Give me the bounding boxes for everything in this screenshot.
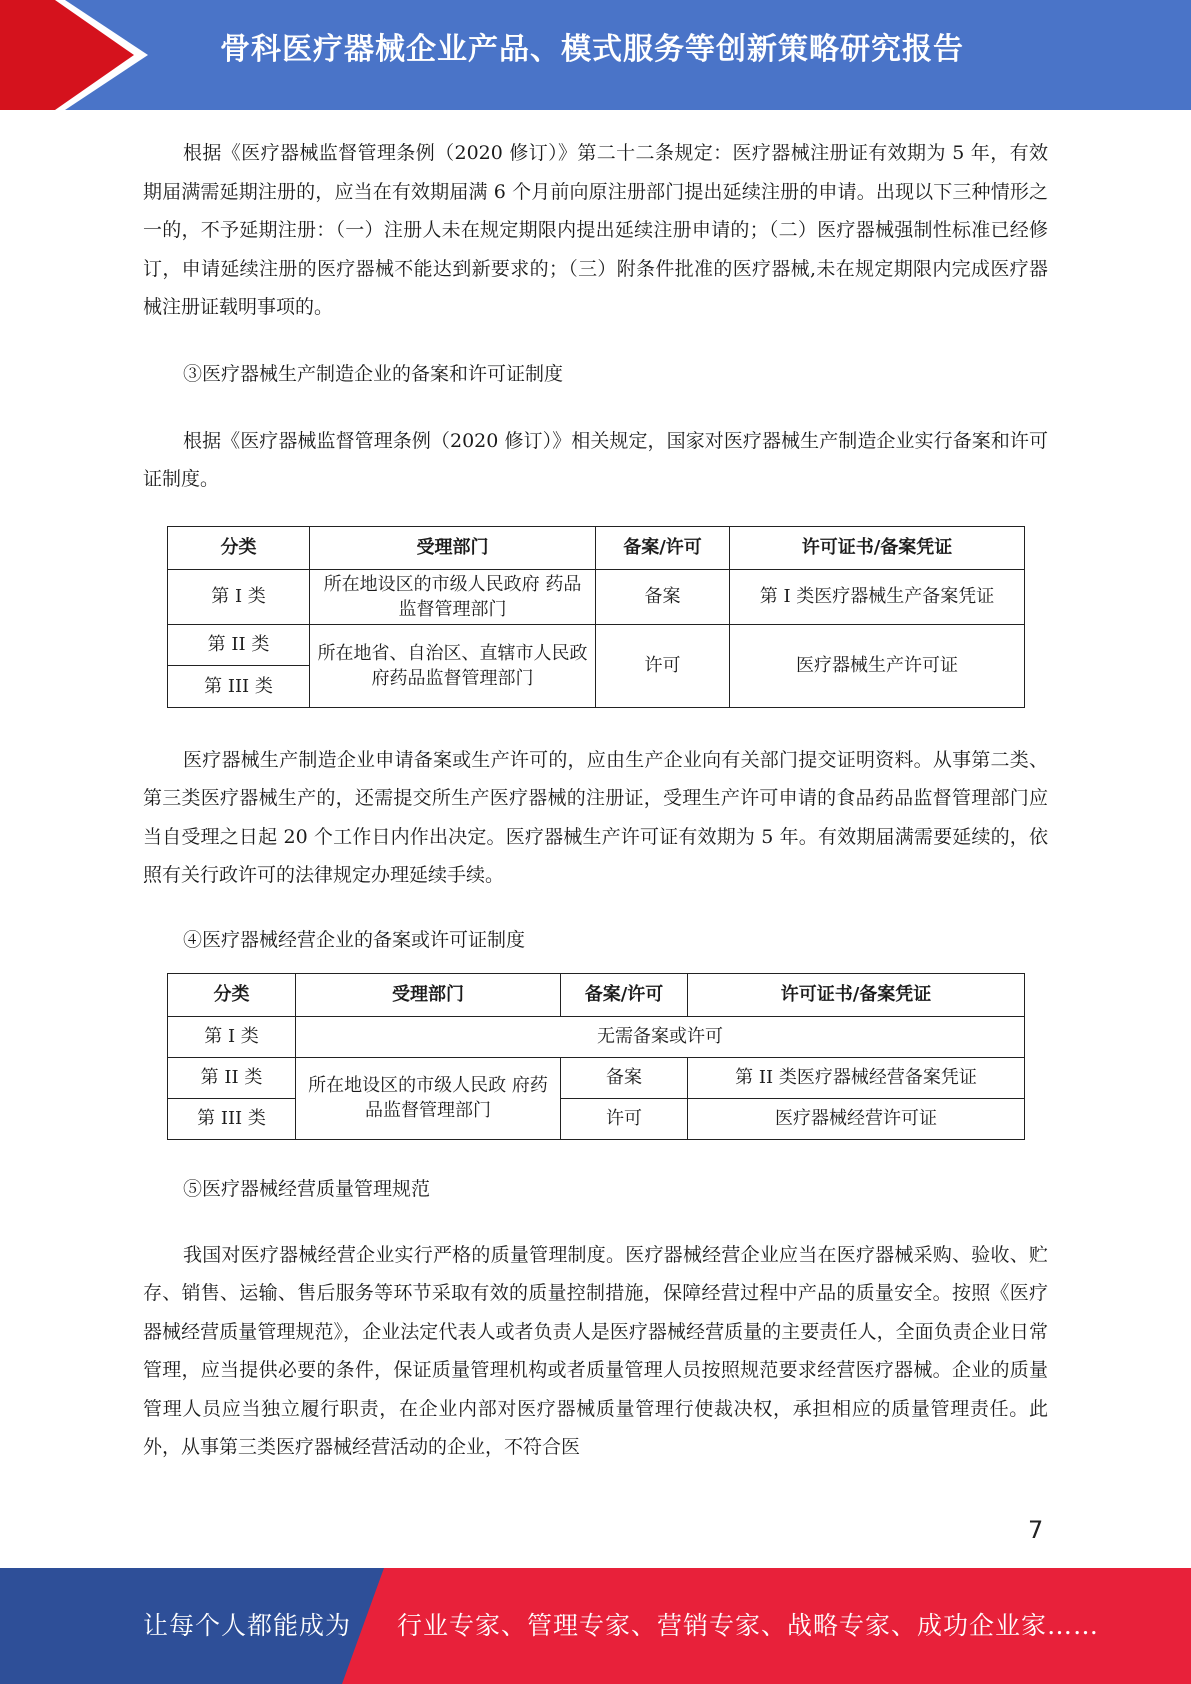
table-header-certificate: 许可证书/备案凭证 <box>730 526 1025 569</box>
table-header-category: 分类 <box>168 526 310 569</box>
footer-slogan-left: 让每个人都能成为 <box>143 1611 352 1640</box>
table-cell: 备案 <box>596 569 730 624</box>
table-cell: 第 I 类医疗器械生产备案凭证 <box>730 569 1025 624</box>
page-header <box>0 0 1191 110</box>
paragraph-production-system: 根据《医疗器械监督管理条例（2020 修订）》相关规定，国家对医疗器械生产制造企业实行备案和许可证制度。 <box>143 429 1048 490</box>
footer-slogan-right: 行业专家、管理专家、营销专家、战略专家、成功企业家…… <box>397 1611 1100 1640</box>
business-license-table <box>167 973 1025 1140</box>
table-header-category: 分类 <box>168 973 296 1016</box>
table-header-filing-license: 备案/许可 <box>561 973 688 1016</box>
table-cell: 所在地设区的市级人民政府 药品监督管理部门 <box>310 569 596 624</box>
table-cell: 第 III 类 <box>168 1098 296 1139</box>
table-header-filing-license: 备案/许可 <box>596 526 730 569</box>
section-heading-production-licensing: ③医疗器械生产制造企业的备案和许可证制度 <box>183 362 564 385</box>
table-cell: 所在地省、自治区、直辖市人民政府药品监督管理部门 <box>310 624 596 707</box>
page-content <box>143 134 1048 1467</box>
table-cell: 备案 <box>561 1057 688 1098</box>
header-arrow-decoration <box>0 0 160 110</box>
page-footer <box>0 1568 1191 1684</box>
report-title: 骨科医疗器械企业产品、模式服务等创新策略研究报告 <box>220 32 964 67</box>
production-license-table <box>167 526 1025 708</box>
table-cell: 医疗器械经营许可证 <box>688 1098 1025 1139</box>
table-cell: 第 II 类 <box>168 1057 296 1098</box>
table-cell: 第 I 类 <box>168 569 310 624</box>
table-header-certificate: 许可证书/备案凭证 <box>688 973 1025 1016</box>
table-cell: 许可 <box>596 624 730 707</box>
paragraph-renewal-registration: 根据《医疗器械监督管理条例（2020 修订）》第二十二条规定：医疗器械注册证有效期为 5 年，有效期届满需延期注册的，应当在有效期届满 6 个月前向原注册部门提出延续注册的申请。出现以下三种情形之一的，不予延期注册：（一）注册人未在规定期限内提出延续注册申请的；（二）医疗器械强制性标准已经修订，申请延续注册的医疗器械不能达到新要求的；（三）附条件批准的医疗器械,未在规定期限内完成医疗器械注册证载明事项的。 <box>143 142 1048 318</box>
table-header-department: 受理部门 <box>310 526 596 569</box>
table-header-department: 受理部门 <box>296 973 561 1016</box>
table-cell: 医疗器械生产许可证 <box>730 624 1025 707</box>
table-cell: 第 I 类 <box>168 1016 296 1057</box>
table-cell: 所在地设区的市级人民政 府药品监督管理部门 <box>296 1057 561 1139</box>
table-cell: 第 II 类医疗器械经营备案凭证 <box>688 1057 1025 1098</box>
table-cell: 第 III 类 <box>168 665 310 707</box>
table-cell: 无需备案或许可 <box>296 1016 1025 1057</box>
paragraph-production-application: 医疗器械生产制造企业申请备案或生产许可的，应由生产企业向有关部门提交证明资料。从事第二类、第三类医疗器械生产的，还需提交所生产医疗器械的注册证，受理生产许可申请的食品药品监督管理部门应当自受理之日起 20 个工作日内作出决定。医疗器械生产许可证有效期为 5 年。有效期届满需要延续的，依照有关行政许可的法律规定办理延续手续。 <box>143 748 1048 886</box>
section-heading-business-licensing: ④医疗器械经营企业的备案或许可证制度 <box>183 928 526 951</box>
table-cell: 第 II 类 <box>168 624 310 665</box>
section-heading-quality-management: ⑤医疗器械经营质量管理规范 <box>183 1177 431 1200</box>
page-number: 7 <box>1028 1516 1044 1544</box>
paragraph-quality-management: 我国对医疗器械经营企业实行严格的质量管理制度。医疗器械经营企业应当在医疗器械采购、验收、贮存、销售、运输、售后服务等环节采取有效的质量控制措施，保障经营过程中产品的质量安全。按照《医疗器械经营质量管理规范》，企业法定代表人或者负责人是医疗器械经营质量的主要责任人，全面负责企业日常管理，应当提供必要的条件，保证质量管理机构或者质量管理人员按照规范要求经营医疗器械。企业的质量管理人员应当独立履行职责，在企业内部对医疗器械质量管理行使裁决权，承担相应的质量管理责任。此外，从事第三类医疗器械经营活动的企业，不符合医 <box>143 1243 1048 1458</box>
table-cell: 许可 <box>561 1098 688 1139</box>
